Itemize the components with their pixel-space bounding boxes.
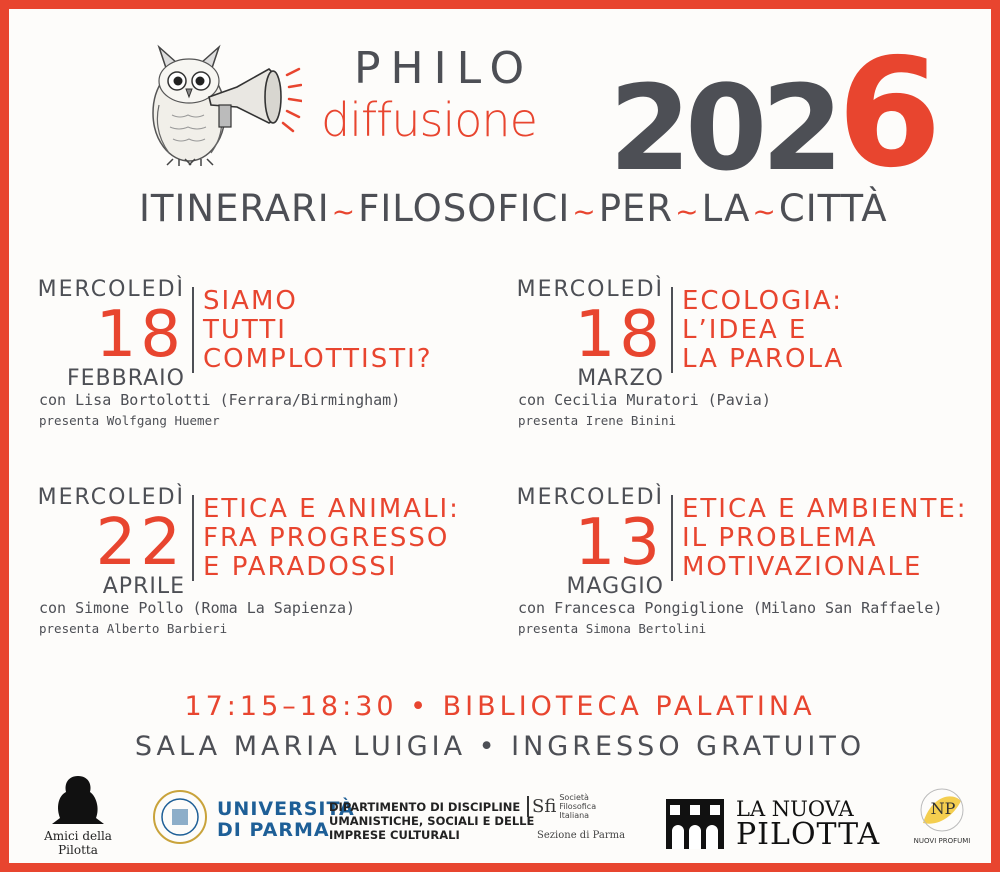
event-date (37, 485, 185, 599)
owl-megaphone-illustration (137, 35, 302, 167)
event-date (516, 485, 664, 599)
la-nuova-pilotta-logo (664, 793, 894, 853)
pilotta-building-icon (664, 797, 726, 851)
subtitle-word: FILOSOFICI (358, 187, 571, 230)
tilde-separator-icon: ~ (675, 195, 700, 228)
event-month: MARZO (577, 366, 664, 391)
room-and-entry: SALA MARIA LUIGIA • INGRESSO GRATUITO (134, 731, 866, 762)
event-weekday: MERCOLEDÌ (516, 485, 664, 510)
university-seal-icon (152, 789, 208, 845)
event-title: ETICA E ANIMALI: FRA PROGRESSO E PARADOSSI (203, 494, 460, 582)
nuovi-profumi-logo (909, 787, 975, 845)
event-speaker: con Francesca Pongiglione (Milano San Raffaele) (518, 599, 943, 617)
event-speaker: con Lisa Bortolotti (Ferrara/Birmingham) (39, 391, 401, 409)
np-text: NUOVI PROFUMI (913, 837, 971, 845)
subtitle-word: ITINERARI (139, 187, 330, 230)
amici-name: Amici della Pilotta (44, 829, 112, 857)
sfi-logo (527, 793, 627, 841)
edition-year (609, 27, 936, 201)
sfi-line: Filosofica (559, 802, 597, 811)
event-title: SIAMO TUTTI COMPLOTTISTI? (203, 286, 433, 374)
event-presenter: presenta Wolfgang Huemer (39, 413, 220, 428)
poster (9, 9, 991, 863)
department-line: IMPRESE CULTURALI (329, 828, 460, 842)
event-date (37, 277, 185, 391)
subtitle (139, 187, 888, 230)
year-last-digit: 6 (837, 27, 936, 201)
event-card (516, 277, 986, 427)
year-digits: 202 (609, 59, 838, 197)
sfi-section: Sezione di Parma (537, 830, 626, 841)
event-month: FEBBRAIO (67, 366, 185, 391)
department-line: DIPARTIMENTO DI DISCIPLINE (329, 800, 521, 814)
event-month: MAGGIO (566, 574, 664, 599)
event-weekday: MERCOLEDÌ (37, 277, 185, 302)
event-date (516, 277, 664, 391)
subtitle-word: LA (701, 187, 751, 230)
university-line: UNIVERSITÀ (217, 798, 355, 820)
sfi-line: Italiana (559, 811, 590, 820)
subtitle-word: PER (598, 187, 674, 230)
np-mark: NP (930, 799, 956, 818)
pilotta-line: PILOTTA (736, 817, 881, 852)
university-line: DI PARMA (217, 819, 330, 841)
time-and-venue: 17:15–18:30 • BIBLIOTECA PALATINA (184, 691, 816, 722)
event-day: 18 (574, 298, 664, 372)
event-day: 18 (95, 298, 185, 372)
event-card (37, 485, 507, 635)
event-weekday: MERCOLEDÌ (516, 277, 664, 302)
event-month: APRILE (102, 574, 185, 599)
subtitle-word: CITTÀ (778, 187, 888, 230)
diffusione-wordmark: diffusione (321, 93, 537, 147)
divider (192, 287, 194, 373)
event-day: 22 (95, 506, 185, 580)
pilotta-line: LA NUOVA (736, 797, 854, 821)
tilde-separator-icon: ~ (572, 195, 597, 228)
amici-silhouette-icon (48, 774, 108, 826)
department-line: UMANISTICHE, SOCIALI E DELLE (329, 814, 535, 828)
event-card (516, 485, 986, 635)
department-name (329, 800, 534, 842)
event-title: ECOLOGIA: L’IDEA E LA PAROLA (682, 286, 845, 374)
event-weekday: MERCOLEDÌ (37, 485, 185, 510)
tilde-separator-icon: ~ (752, 195, 777, 228)
event-presenter: presenta Irene Binini (518, 413, 677, 428)
philo-wordmark: PHILO (354, 43, 535, 94)
event-title: ETICA E AMBIENTE: IL PROBLEMA MOTIVAZIONALE (682, 494, 968, 582)
tilde-separator-icon: ~ (331, 195, 357, 228)
event-presenter: presenta Alberto Barbieri (39, 621, 228, 636)
amici-della-pilotta-logo (23, 774, 133, 857)
event-presenter: presenta Simona Bertolini (518, 621, 707, 636)
sfi-line: Società (559, 793, 589, 802)
event-day: 13 (574, 506, 664, 580)
sfi-mark: Sfi (527, 796, 556, 817)
event-card (37, 277, 507, 427)
divider (192, 495, 194, 581)
event-speaker: con Cecilia Muratori (Pavia) (518, 391, 771, 409)
event-speaker: con Simone Pollo (Roma La Sapienza) (39, 599, 356, 617)
divider (671, 287, 673, 373)
divider (671, 495, 673, 581)
